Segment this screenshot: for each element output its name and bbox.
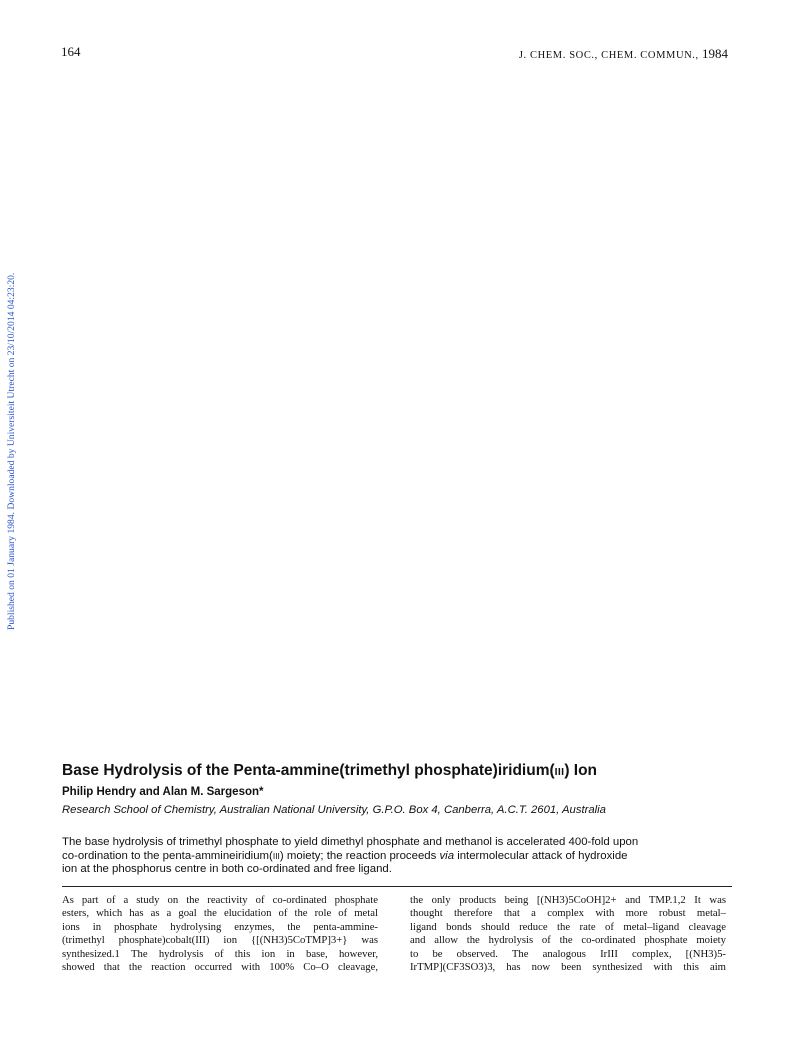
body-column-right: [410, 894, 726, 974]
body-line: and allow the hydrolysis of the co-ordinated phosphate moiety: [410, 934, 726, 947]
abstract-line-2: co-ordination to the penta-ammineiridium(III) moiety; the reaction proceeds via intermolecular attack of hydroxide: [62, 849, 628, 862]
authors: Philip Hendry and Alan M. Sargeson*: [62, 786, 264, 798]
body-line: to be observed. The analogous IrIII complex, [(NH3)5-: [410, 947, 726, 960]
download-stamp[interactable]: Published on 01 January 1984. Downloaded by Universiteit Utrecht on 23/10/2014 04:23:20.: [6, 272, 17, 630]
abstract: [62, 836, 732, 877]
affiliation: Research School of Chemistry, Australian National University, G.P.O. Box 4, Canberra, A.C.T. 2601, Australia: [62, 804, 606, 816]
body-line: As part of a study on the reactivity of co-ordinated phosphate: [62, 894, 378, 906]
body-line: synthesized.1 The hydrolysis of this ion in base, however,: [62, 947, 378, 960]
body-line: showed that the reaction occurred with 100% Co–O cleavage,: [62, 961, 378, 974]
body-line: the only products being [(NH3)5CoOH]2+ and TMP.1,2 It was: [410, 894, 726, 906]
title-text-1: Base Hydrolysis of the Penta-ammine(trimethyl phosphate)iridium(: [62, 762, 555, 779]
journal-name: J. CHEM. SOC., CHEM. COMMUN.,: [518, 50, 699, 61]
body-line: thought therefore that a complex with more robust metal–: [410, 907, 726, 920]
body-line: (trimethyl phosphate)cobalt(III) ion {[(NH3)5CoTMP]3+} was: [62, 934, 378, 947]
body-line: IrTMP](CF3SO3)3, has now been synthesized with this aim: [410, 961, 726, 974]
section-divider: [62, 886, 732, 887]
journal-year: 1984: [702, 46, 728, 61]
page-number: 164: [61, 44, 81, 59]
abstract-line-3: ion at the phosphorus centre in both co-ordinated and free ligand.: [62, 863, 392, 876]
article-title: [62, 762, 597, 780]
title-text-2: ) Ion: [564, 762, 598, 779]
body-line: ligand bonds should reduce the rate of metal–ligand cleavage: [410, 920, 726, 933]
body-column-left: [62, 894, 378, 974]
body-line: esters, which has as a goal the elucidation of the role of metal: [62, 907, 378, 920]
journal-header: [519, 46, 728, 62]
abstract-line-1: The base hydrolysis of trimethyl phosphate to yield dimethyl phosphate and methanol is accelerated 400-fold upon: [62, 836, 639, 848]
body-line: ions in phosphate hydrolysing enzymes, the penta-ammine-: [62, 920, 378, 933]
title-oxidation-state: III: [554, 766, 565, 778]
